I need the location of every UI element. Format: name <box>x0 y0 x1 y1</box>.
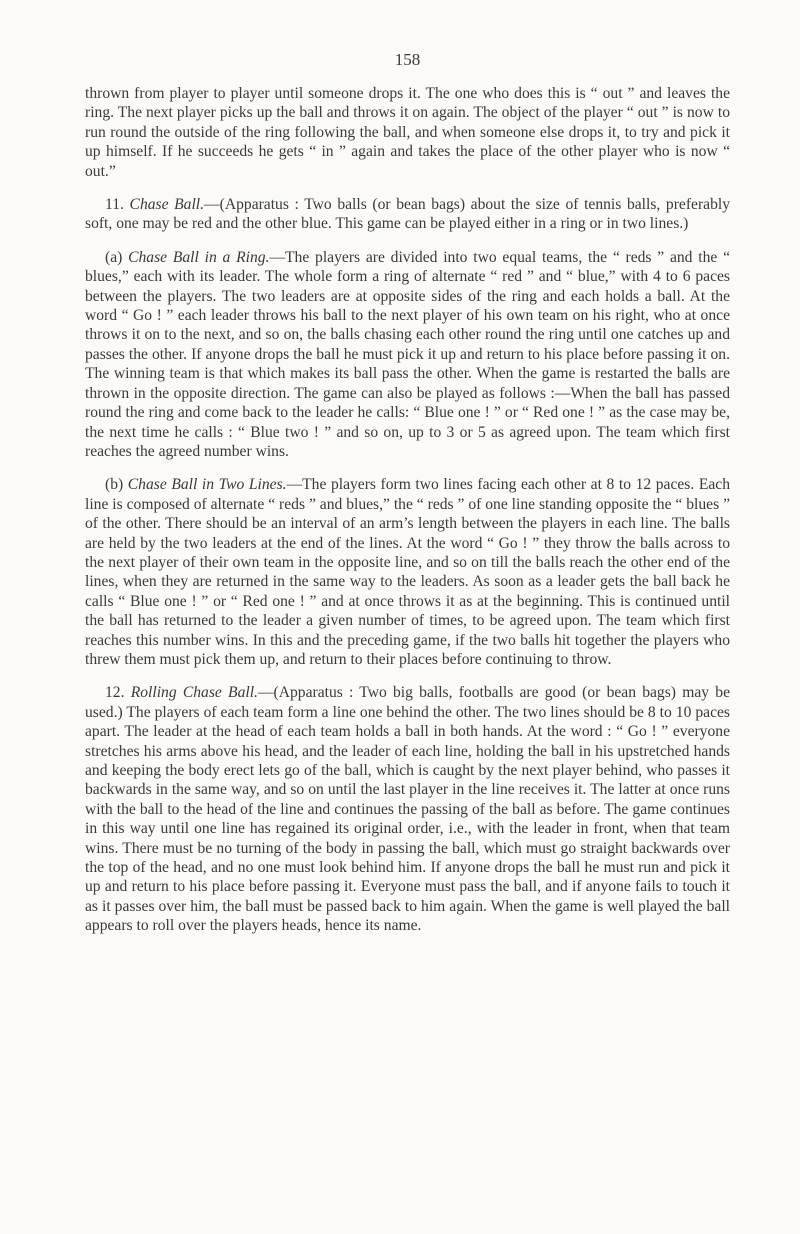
paragraph-text: thrown from player to player until someone drops it. The one who does this is “ out ” and leaves the ring. The next player picks up the ball and throws it on again. The object of the player “ out ” is now to run round the outside of the ring following the ball, and when someone else drops it, to try and pick it up himself. If he succeeds he gets “ in ” again and takes the place of the other player who is now “ out.” <box>85 85 730 180</box>
paragraph-chase-ball <box>85 195 730 234</box>
paragraph-rolling-chase-ball <box>85 683 730 935</box>
paragraph-text: —The players form two lines facing each other at 8 to 12 paces. Each line is composed of alternate “ reds ” and blues,” the “ reds ” of one line standing opposite the “ blues ” of the other. There should be an interval of an arm’s length between the players in each line. The balls are held by the two leaders at the end of the lines. At the word “ Go ! ” they throw the balls across to the next player of their own team in the opposite line, and so on till the balls reach the other end of the lines, when they are returned in the same way to the leaders. As soon as a leader gets the ball back he calls “ Blue one ! ” or “ Red one ! ” and at once throws it as at the beginning. This is continued until the ball has returned to the leader a given number of times, to be agreed upon. The team which first reaches this number wins. In this and the preceding game, if the two balls hit together the players who threw them must pick them up, and return to their places before continuing to throw. <box>85 476 730 668</box>
paragraph-text: —(Apparatus : Two big balls, footballs are good (or bean bags) may be used.) The players of each team form a line one behind the other. The two lines should be 8 to 10 paces apart. The leader at the head of each team holds a ball in both hands. At the word : “ Go ! ” everyone stretches his arms above his head, and the leader of each line, holding the ball in his upstretched hands and keeping the body erect lets go of the ball, which is caught by the next player behind, who passes it backwards in the same way, and so on until the last player in the line receives it. The latter at once runs with the ball to the head of the line and continues the passing of the ball as before. The game continues in this way until one line has regained its original order, i.e., with the leader in front, when that team wins. There must be no turning of the body in passing the ball, which must go straight backwards over the top of the head, and no one must look behind him. If anyone drops the ball he must run and pick it up and return to his place before passing it. Everyone must pass the ball, and if anyone fails to touch it as it passes over him, the ball must be passed back to him again. When the game is well played the ball appears to roll over the players heads, hence its name. <box>85 684 730 935</box>
paragraph-text: —The players are divided into two equal teams, the “ reds ” and the “ blues,” each with its leader. The whole form a ring of alternate “ red ” and “ blue,” with 4 to 6 paces between the players. The two leaders are at opposite sides of the ring and each holds a ball. At the word “ Go ! ” each leader throws his ball to the next player of his own team on his right, who at once throws it on to the next, and so on, the balls chasing each other round the ring until one catches up and passes the other. If anyone drops the ball he must pick it up and return to his place before passing it on. The winning team is that which makes its ball pass the other. When the game is restarted the balls are thrown in the opposite direction. The game can also be played as follows :—When the ball has passed round the ring and come back to the leader he calls: “ Blue one ! ” or “ Red one ! ” as the case may be, the next time he calls : “ Blue two ! ” and so on, up to 3 or 5 as agreed upon. The team which first reaches the agreed number wins. <box>85 248 730 460</box>
paragraph-text: —(Apparatus : Two balls (or bean bags) about the size of tennis balls, preferably soft, one may be red and the other blue. This game can be played either in a ring or in two lines.) <box>85 196 730 233</box>
paragraph-chase-ball-two-lines <box>85 475 730 669</box>
subsection-title: Chase Ball in Two Lines. <box>127 476 287 494</box>
subsection-letter: (b) <box>105 476 128 494</box>
subsection-letter: (a) <box>105 248 129 266</box>
section-title: Chase Ball. <box>129 196 205 214</box>
section-number: 12. <box>105 684 131 702</box>
page-number: 158 <box>394 50 421 69</box>
paragraph-chase-ball-ring <box>85 248 730 461</box>
section-number: 11. <box>105 196 130 214</box>
subsection-title: Chase Ball in a Ring. <box>128 248 270 266</box>
paragraph-continued <box>85 84 730 181</box>
section-title: Rolling Chase Ball. <box>130 684 258 702</box>
